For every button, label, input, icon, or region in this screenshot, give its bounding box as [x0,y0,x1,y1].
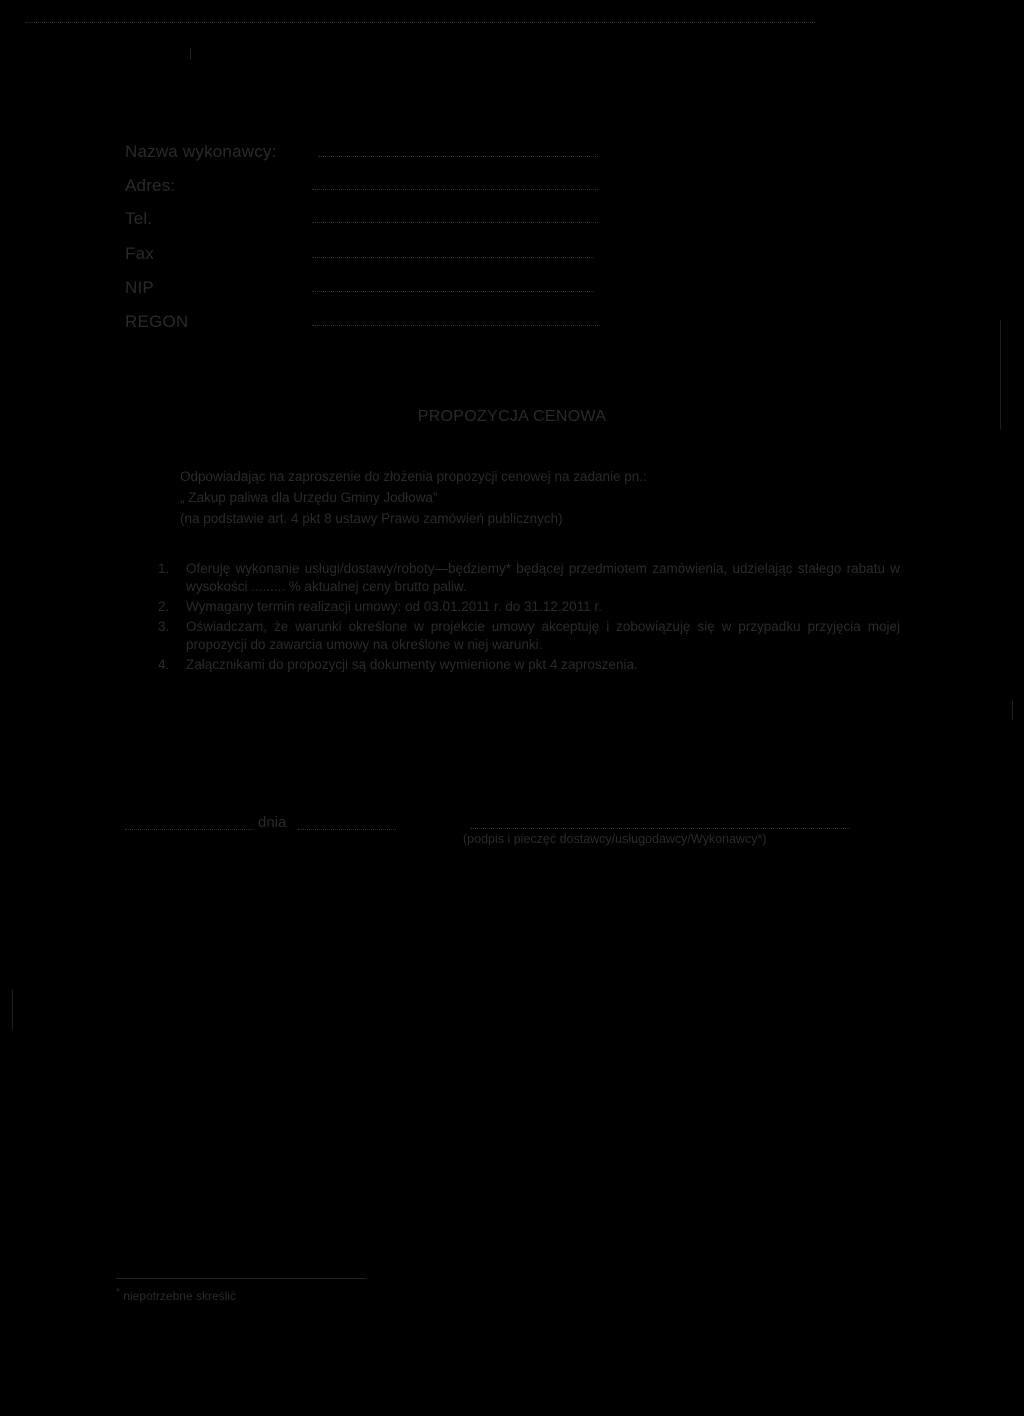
offer-item [150,560,900,596]
top-border-line [25,22,815,23]
offer-item-number: 1. [158,561,170,576]
offer-item-number: 2. [158,599,170,614]
field-dots-fax [312,257,594,258]
offer-item-text: Załącznikami do propozycji są dokumenty wymienione w pkt 4 zaproszenia. [186,657,638,672]
field-label-fax: Fax [125,244,154,263]
field-label-regon: REGON [125,312,189,331]
offer-item [150,618,900,654]
offer-item-text: Wymagany termin realizacji umowy: od 03.01.2011 r. do 31.12.2011 r. [186,599,602,614]
field-dots-nazwa [318,156,598,157]
field-dots-tel [312,222,598,223]
field-label-tel: Tel. [125,209,153,228]
place-dots [125,829,253,830]
offer-item-number: 4. [158,657,170,672]
signature-caption: (podpis i pieczęć dostawcy/usługodawcy/Wykonawcy*) [463,832,767,846]
footnote [116,1287,236,1303]
field-dots-regon [312,325,600,326]
field-label-nip: NIP [125,278,154,297]
offer-item-text: Oświadczam, że warunki określone w projekcie umowy akceptuję i zobowiązuję się w przypadku przyjęcia mojej propozycji do zawarcia umowy na określone w niej warunki. [186,619,900,652]
field-label-nazwa: Nazwa wykonawcy: [125,142,277,161]
offer-item [150,656,900,674]
offer-item [150,598,900,616]
offer-item-text: Oferuję wykonanie usługi/dostawy/roboty—będziemy* będącej przedmiotem zamówienia, udzielając stałego rabatu w wysokości ......... % aktualnej ceny brutto paliw. [186,561,900,594]
footnote-text: niepotrzebne skreślić [123,1289,236,1303]
scan-edge-line [12,990,13,1030]
intro-block [180,466,840,529]
footnote-separator [116,1278,366,1279]
scan-mark [190,48,191,60]
footnote-mark: * [116,1287,120,1298]
date-dots [298,829,396,830]
signature-dots [470,828,850,829]
field-dots-adres [312,189,598,190]
field-label-adres: Adres: [125,176,176,195]
scan-edge-line [1000,320,1001,430]
intro-line-2: „ Zakup paliwa dla Urzędu Gminy Jodłowa” [180,490,438,505]
intro-line-3: (na podstawie art. 4 pkt 8 ustawy Prawo zamówień publicznych) [180,511,563,526]
scan-edge-line [1012,700,1013,720]
date-label: dnia [258,814,287,831]
field-dots-nip [312,291,594,292]
offer-item-number: 3. [158,619,170,634]
intro-line-1: Odpowiadając na zaproszenie do złożenia propozycji cenowej na zadanie pn.: [180,469,647,484]
offer-items [150,560,900,676]
document-title: PROPOZYCJA CENOWA [417,408,607,425]
